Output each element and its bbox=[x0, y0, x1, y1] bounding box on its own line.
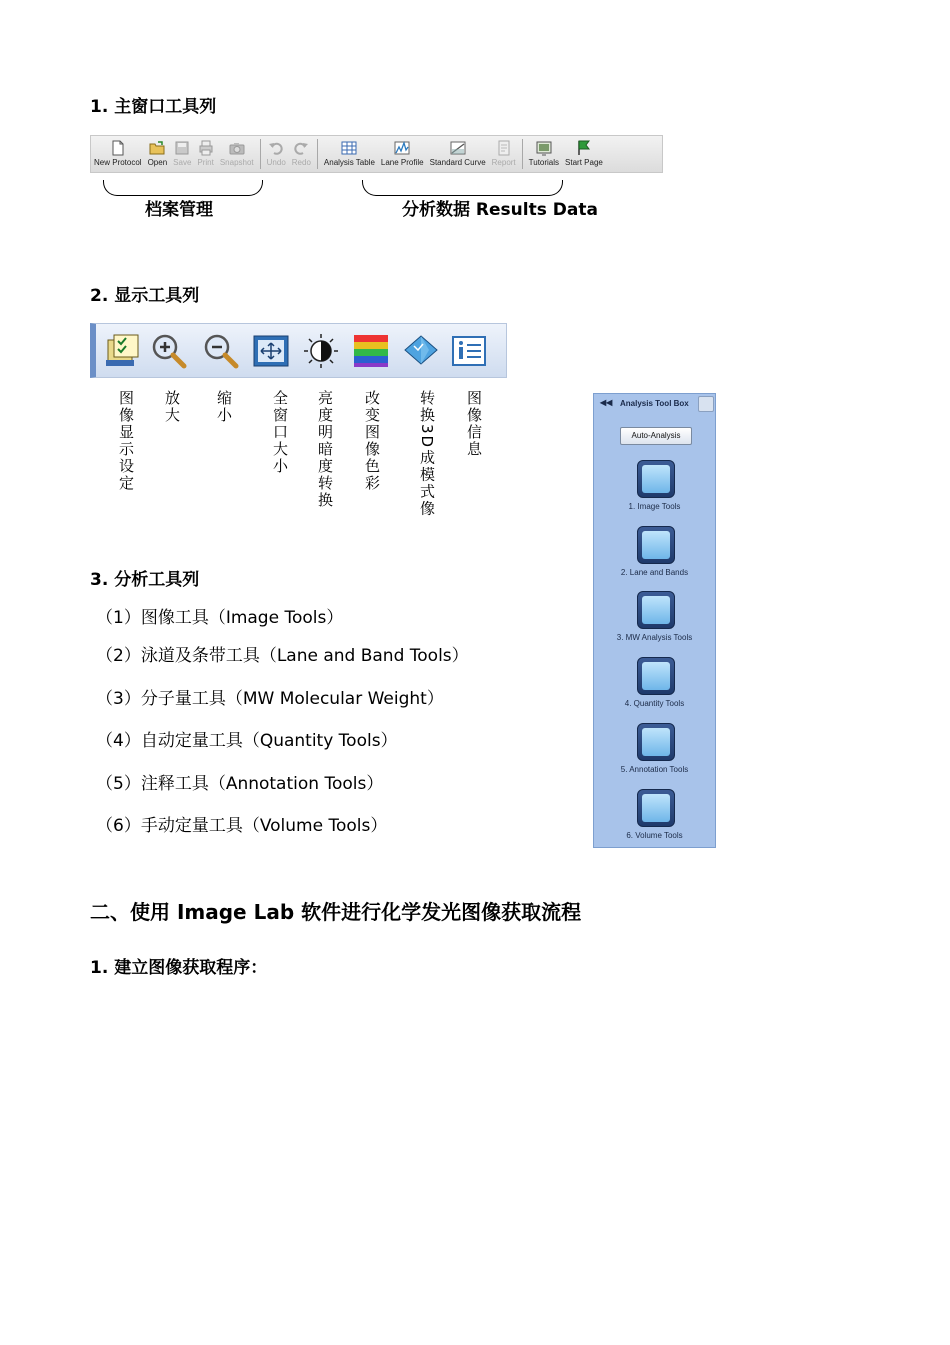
redo-icon bbox=[293, 140, 309, 156]
quantity-tools-button[interactable] bbox=[637, 657, 675, 695]
lane-and-bands-button[interactable] bbox=[637, 526, 675, 564]
new-protocol-label: New Protocol bbox=[94, 158, 142, 167]
open-button[interactable] bbox=[145, 136, 171, 172]
section-1-title: 1. 主窗口工具列 bbox=[90, 97, 217, 117]
brightness-contrast-label: 亮度明暗度转换 bbox=[316, 390, 334, 509]
print-icon bbox=[198, 140, 214, 156]
image-display-settings-icon[interactable] bbox=[104, 332, 142, 370]
lane-and-bands-label: 2. Lane and Bands bbox=[620, 568, 689, 577]
image-display-settings-label: 图像显示设定 bbox=[117, 390, 135, 492]
save-label: Save bbox=[173, 158, 192, 167]
open-folder-icon bbox=[149, 140, 165, 156]
color-map-label: 改变图像色彩 bbox=[363, 390, 381, 492]
zoom-out-label: 缩小 bbox=[215, 390, 233, 424]
tutorials-label: Tutorials bbox=[528, 158, 560, 167]
analysis-table-label: Analysis Table bbox=[323, 158, 375, 167]
lane-profile-label: Lane Profile bbox=[380, 158, 424, 167]
annotation-tools-icon bbox=[642, 728, 670, 756]
lane-profile-icon bbox=[394, 140, 410, 156]
standard-curve-icon bbox=[450, 140, 466, 156]
step-1-title: 1. 建立图像获取程序： bbox=[90, 958, 268, 978]
list-item: （2）泳道及条带工具（Lane and Band Tools） bbox=[96, 646, 469, 666]
lane-and-bands-icon bbox=[642, 531, 670, 559]
start-page-button[interactable] bbox=[562, 136, 606, 172]
volume-tools-label: 6. Volume Tools bbox=[626, 831, 683, 840]
image-tools-button[interactable] bbox=[637, 460, 675, 498]
new-document-icon bbox=[110, 140, 126, 156]
image-tools-icon bbox=[642, 465, 670, 493]
quantity-tools-icon bbox=[642, 662, 670, 690]
brightness-contrast-icon[interactable] bbox=[302, 332, 340, 370]
color-map-icon[interactable] bbox=[352, 332, 390, 370]
fit-window-label: 全窗口大小 bbox=[271, 390, 289, 475]
image-tools-label: 1. Image Tools bbox=[628, 502, 681, 511]
auto-analysis-button[interactable]: Auto-Analysis bbox=[620, 427, 692, 445]
collapse-arrow-icon[interactable]: ◀◀ bbox=[600, 398, 613, 407]
redo-button[interactable] bbox=[289, 136, 314, 172]
open-label: Open bbox=[147, 158, 168, 167]
analysis-tool-box-panel bbox=[593, 393, 716, 848]
annotation-tools-label: 5. Annotation Tools bbox=[620, 765, 689, 774]
pin-icon[interactable] bbox=[698, 396, 714, 412]
snapshot-label: Snapshot bbox=[219, 158, 254, 167]
display-toolbar bbox=[90, 323, 507, 378]
zoom-in-label: 放大 bbox=[163, 390, 181, 424]
start-page-icon bbox=[576, 140, 592, 156]
standard-curve-label: Standard Curve bbox=[429, 158, 486, 167]
quantity-tools-label: 4. Quantity Tools bbox=[624, 699, 685, 708]
report-icon bbox=[496, 140, 512, 156]
start-page-label: Start Page bbox=[565, 158, 603, 167]
results-data-brace bbox=[362, 180, 563, 196]
snapshot-button[interactable] bbox=[217, 136, 257, 172]
toolbar-separator bbox=[317, 139, 318, 169]
analysis-tool-box-header bbox=[594, 394, 715, 414]
section-2-title: 2. 显示工具列 bbox=[90, 286, 200, 306]
lane-profile-button[interactable] bbox=[378, 136, 427, 172]
3d-view-icon[interactable] bbox=[402, 332, 440, 370]
list-item: （5）注释工具（Annotation Tools） bbox=[96, 774, 384, 794]
file-management-label: 档案管理 bbox=[145, 200, 213, 220]
list-item: （6）手动定量工具（Volume Tools） bbox=[96, 816, 388, 836]
new-protocol-button[interactable] bbox=[91, 136, 145, 172]
fit-window-icon[interactable] bbox=[252, 332, 290, 370]
toolbar-separator bbox=[522, 139, 523, 169]
list-item: （1）图像工具（Image Tools） bbox=[96, 608, 344, 628]
mw-analysis-tools-icon bbox=[642, 596, 670, 624]
image-info-icon[interactable] bbox=[450, 332, 488, 370]
main-toolbar bbox=[90, 135, 663, 173]
mw-analysis-tools-label: 3. MW Analysis Tools bbox=[616, 633, 693, 642]
undo-button[interactable] bbox=[264, 136, 289, 172]
volume-tools-icon bbox=[642, 794, 670, 822]
section-3-title: 3. 分析工具列 bbox=[90, 570, 200, 590]
list-item: （4）自动定量工具（Quantity Tools） bbox=[96, 731, 398, 751]
zoom-out-icon[interactable] bbox=[202, 332, 240, 370]
analysis-tool-box-title: Analysis Tool Box bbox=[620, 399, 689, 408]
print-button[interactable] bbox=[194, 136, 216, 172]
undo-icon bbox=[268, 140, 284, 156]
list-item: （3）分子量工具（MW Molecular Weight） bbox=[96, 689, 444, 709]
redo-label: Redo bbox=[291, 158, 311, 167]
tutorials-button[interactable] bbox=[526, 136, 562, 172]
tutorials-icon bbox=[536, 140, 552, 156]
save-icon bbox=[174, 140, 190, 156]
file-management-brace bbox=[103, 180, 263, 196]
toolbar-separator bbox=[260, 139, 261, 169]
results-data-label: 分析数据 Results Data bbox=[402, 200, 598, 220]
analysis-table-button[interactable] bbox=[321, 136, 378, 172]
save-button[interactable] bbox=[170, 136, 194, 172]
section-two-title: 二、使用 Image Lab 软件进行化学发光图像获取流程 bbox=[90, 900, 582, 924]
volume-tools-button[interactable] bbox=[637, 789, 675, 827]
report-button[interactable] bbox=[489, 136, 519, 172]
image-info-label: 图像信息 bbox=[465, 390, 483, 458]
3d-view-label: 转换3D成模式像 bbox=[418, 390, 436, 518]
mw-analysis-tools-button[interactable] bbox=[637, 591, 675, 629]
snapshot-icon bbox=[229, 140, 245, 156]
zoom-in-icon[interactable] bbox=[150, 332, 188, 370]
standard-curve-button[interactable] bbox=[427, 136, 489, 172]
report-label: Report bbox=[491, 158, 516, 167]
table-icon bbox=[341, 140, 357, 156]
annotation-tools-button[interactable] bbox=[637, 723, 675, 761]
print-label: Print bbox=[197, 158, 214, 167]
undo-label: Undo bbox=[266, 158, 286, 167]
